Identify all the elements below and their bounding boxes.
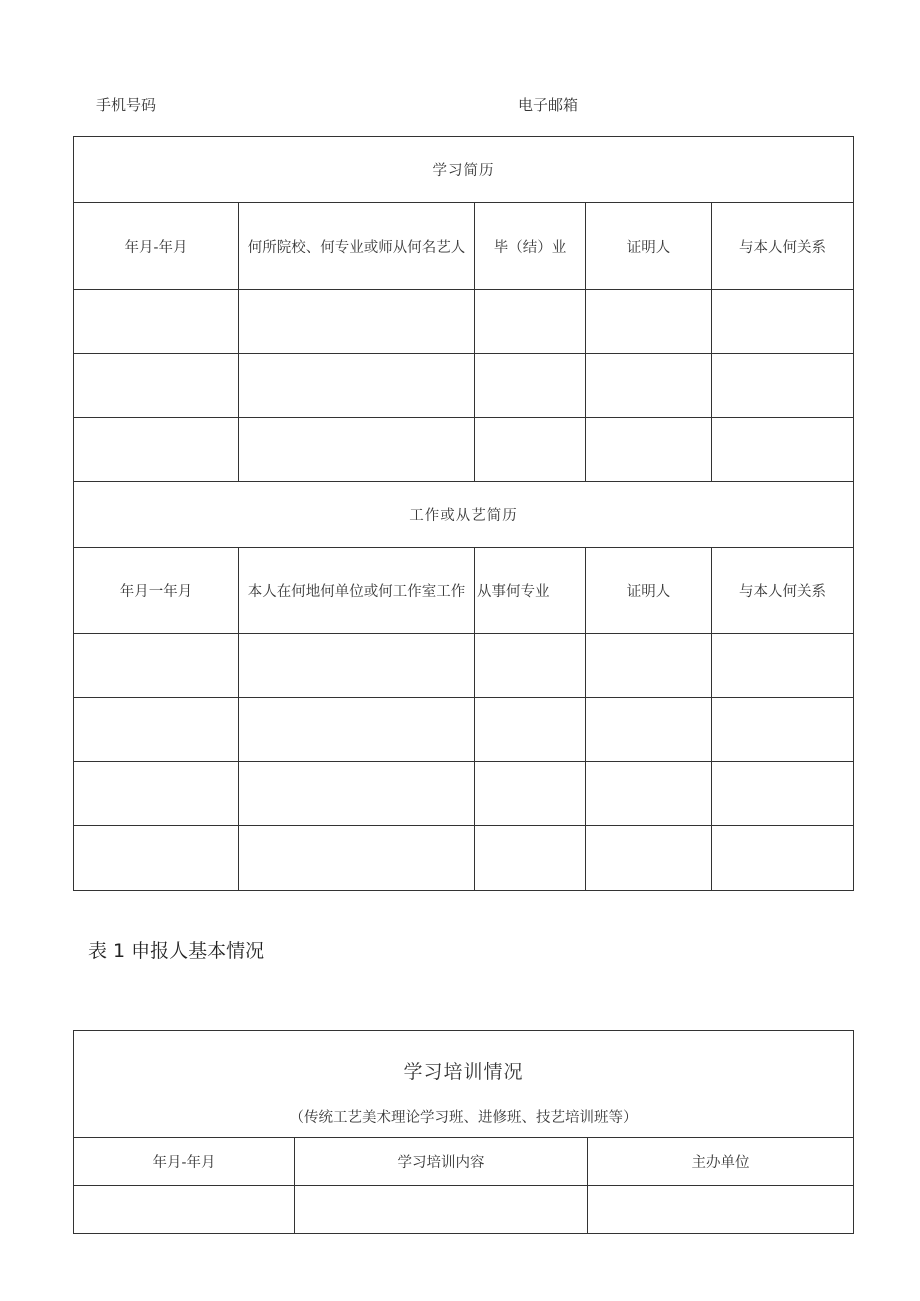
training-table <box>73 1030 854 1234</box>
study-col-period: 年月-年月 <box>74 203 239 290</box>
study-cell-school[interactable] <box>239 290 475 354</box>
table-row <box>74 1186 854 1234</box>
study-cell-graduation[interactable] <box>475 418 586 482</box>
work-history-header-row <box>74 548 854 634</box>
study-history-title: 学习简历 <box>74 137 854 203</box>
study-history-header-row <box>74 203 854 290</box>
work-col-period: 年月一年月 <box>74 548 239 634</box>
study-cell-relation[interactable] <box>712 354 854 418</box>
training-header-row <box>74 1138 854 1186</box>
work-cell-period[interactable] <box>74 698 239 762</box>
training-cell-content[interactable] <box>295 1186 588 1234</box>
study-cell-graduation[interactable] <box>475 290 586 354</box>
study-cell-graduation[interactable] <box>475 354 586 418</box>
work-cell-relation[interactable] <box>712 698 854 762</box>
work-col-witness: 证明人 <box>586 548 712 634</box>
study-col-relation: 与本人何关系 <box>712 203 854 290</box>
study-cell-period[interactable] <box>74 418 239 482</box>
study-cell-witness[interactable] <box>586 290 712 354</box>
work-cell-specialty[interactable] <box>475 634 586 698</box>
study-cell-relation[interactable] <box>712 290 854 354</box>
work-cell-employer[interactable] <box>239 762 475 826</box>
work-cell-employer[interactable] <box>239 634 475 698</box>
study-cell-school[interactable] <box>239 354 475 418</box>
study-cell-period[interactable] <box>74 354 239 418</box>
study-cell-witness[interactable] <box>586 354 712 418</box>
training-subtitle: （传统工艺美术理论学习班、进修班、技艺培训班等） <box>289 1110 638 1126</box>
training-header <box>74 1031 854 1138</box>
training-col-content: 学习培训内容 <box>295 1138 588 1186</box>
work-cell-relation[interactable] <box>712 826 854 891</box>
work-cell-period[interactable] <box>74 762 239 826</box>
training-title: 学习培训情况 <box>403 1061 524 1083</box>
work-cell-employer[interactable] <box>239 826 475 891</box>
email-label: 电子邮箱 <box>518 96 579 114</box>
table-row <box>74 698 854 762</box>
work-cell-specialty[interactable] <box>475 698 586 762</box>
work-col-relation: 与本人何关系 <box>712 548 854 634</box>
study-cell-period[interactable] <box>74 290 239 354</box>
table-caption: 表 1 申报人基本情况 <box>88 940 265 962</box>
study-col-school: 何所院校、何专业或师从何名艺人 <box>239 203 475 290</box>
work-cell-period[interactable] <box>74 826 239 891</box>
study-col-graduation: 毕（结）业 <box>475 203 586 290</box>
training-col-period: 年月-年月 <box>74 1138 295 1186</box>
work-cell-witness[interactable] <box>586 826 712 891</box>
work-cell-witness[interactable] <box>586 762 712 826</box>
history-table <box>73 136 854 891</box>
phone-label: 手机号码 <box>96 96 157 114</box>
table-row <box>74 290 854 354</box>
work-col-specialty: 从事何专业 <box>475 548 586 634</box>
study-cell-school[interactable] <box>239 418 475 482</box>
work-cell-specialty[interactable] <box>475 762 586 826</box>
study-cell-relation[interactable] <box>712 418 854 482</box>
study-col-witness: 证明人 <box>586 203 712 290</box>
training-cell-organizer[interactable] <box>588 1186 854 1234</box>
training-col-organizer: 主办单位 <box>588 1138 854 1186</box>
training-cell-period[interactable] <box>74 1186 295 1234</box>
work-cell-specialty[interactable] <box>475 826 586 891</box>
work-col-employer: 本人在何地何单位或何工作室工作 <box>239 548 475 634</box>
work-cell-witness[interactable] <box>586 698 712 762</box>
table-row <box>74 354 854 418</box>
study-cell-witness[interactable] <box>586 418 712 482</box>
work-cell-employer[interactable] <box>239 698 475 762</box>
table-row <box>74 634 854 698</box>
work-cell-witness[interactable] <box>586 634 712 698</box>
table-row <box>74 762 854 826</box>
table-row <box>74 826 854 891</box>
work-cell-relation[interactable] <box>712 762 854 826</box>
work-cell-period[interactable] <box>74 634 239 698</box>
table-row <box>74 418 854 482</box>
work-cell-relation[interactable] <box>712 634 854 698</box>
work-history-title: 工作或从艺简历 <box>74 482 854 548</box>
